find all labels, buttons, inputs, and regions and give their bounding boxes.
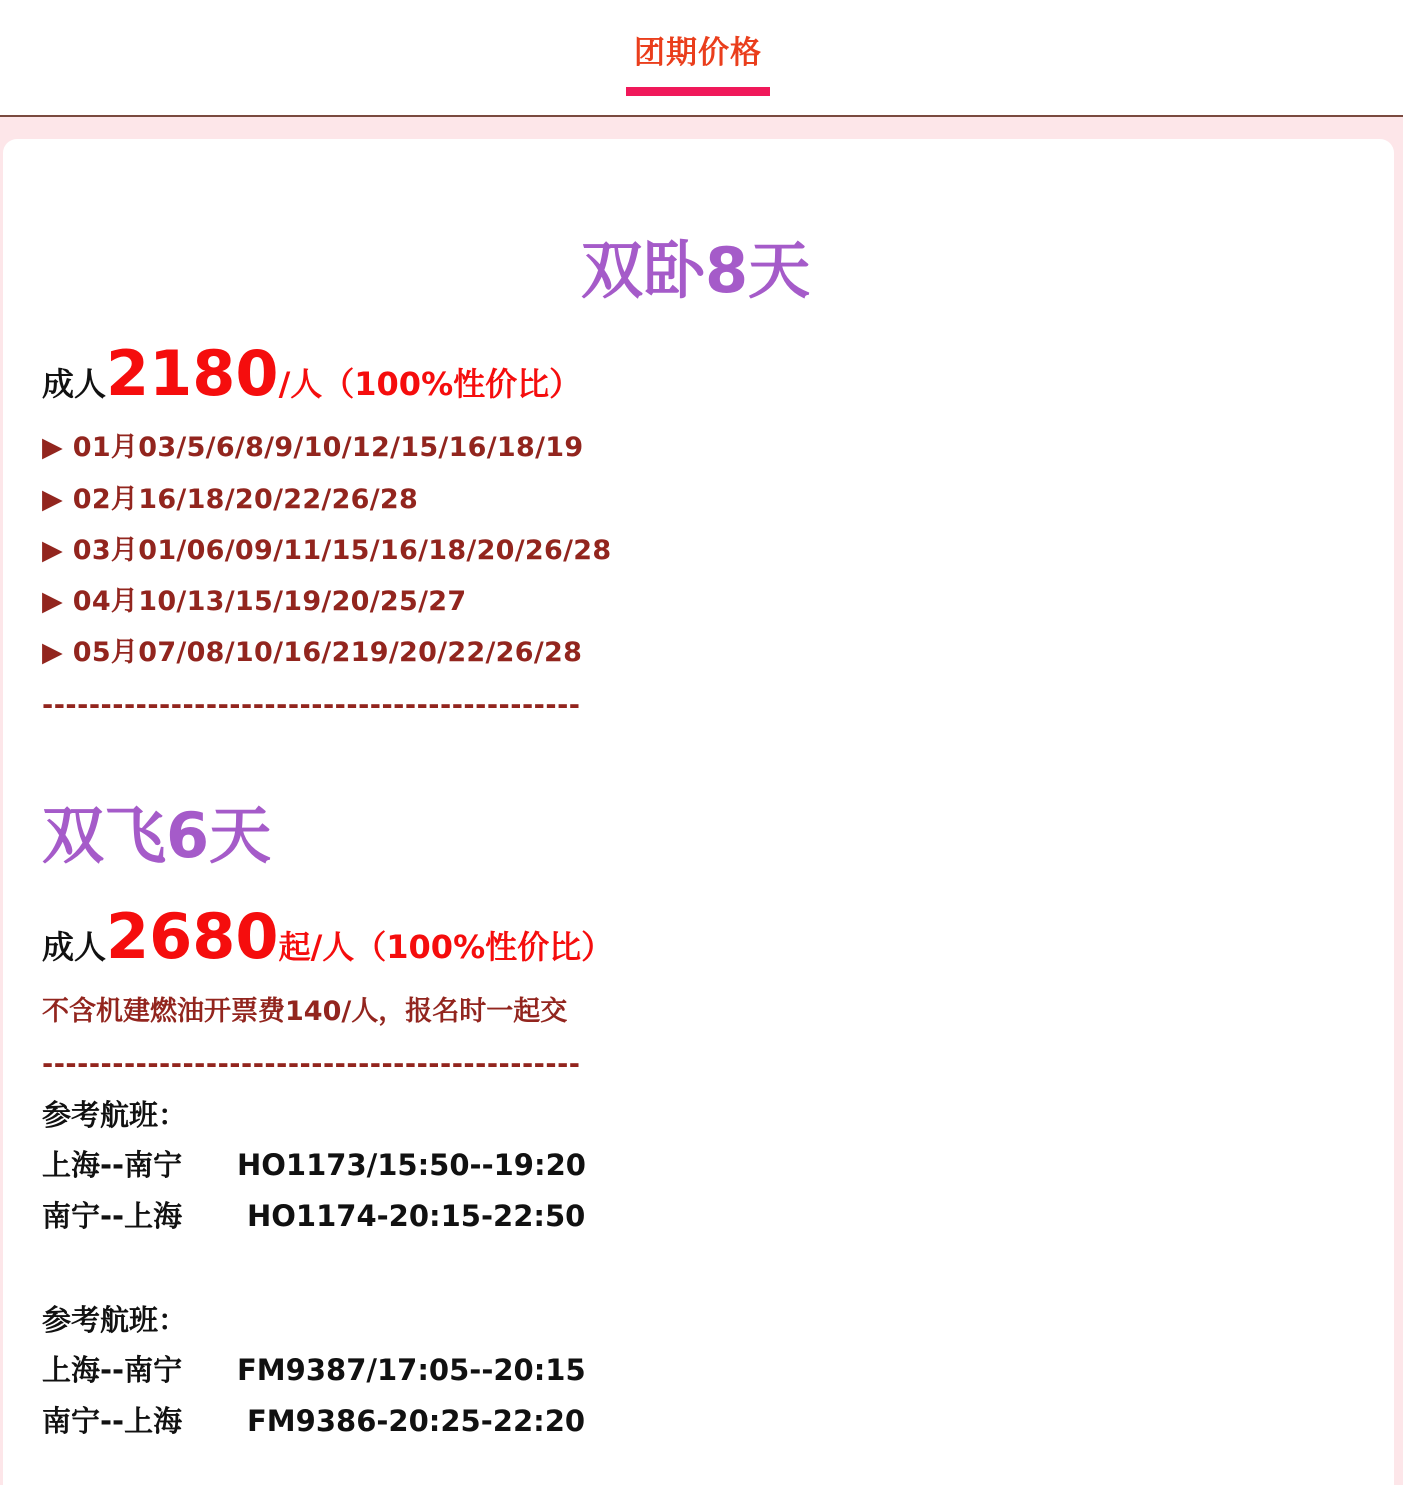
flight-row (42, 1401, 585, 1441)
sleeper-date-line: ▶ 04月10/13/15/19/20/25/27 (42, 586, 467, 617)
flight-row (42, 1196, 585, 1236)
flight-row (42, 1145, 586, 1185)
flight-route: 上海--南宁 (42, 1353, 183, 1387)
sleeper-price (42, 339, 581, 425)
page-header (0, 0, 1403, 117)
flight-price-prefix: 成人 (42, 928, 107, 966)
sleeper-date-line: ▶ 03月01/06/09/11/15/16/18/20/26/28 (42, 535, 612, 566)
flight-price (42, 902, 613, 988)
flight-route: 上海--南宁 (42, 1148, 183, 1182)
flight-route: 南宁--上海 (42, 1199, 183, 1233)
sleeper-price-suffix: /人（100%性价比） (278, 365, 582, 403)
flight-number: FM9386-20:25-22:20 (247, 1404, 586, 1438)
tab-group-price[interactable] (626, 30, 770, 98)
flight-divider: ---------------------------------------------- (42, 1049, 581, 1080)
flight-group-heading: 参考航班： (42, 1098, 188, 1132)
flight-number: HO1174-20:15-22:50 (247, 1199, 586, 1233)
price-card (3, 139, 1394, 1499)
flight-fee-note: 不含机建燃油开票费140/人，报名时一起交 (42, 996, 568, 1027)
sleeper-date-line: ▶ 02月16/18/20/22/26/28 (42, 484, 419, 515)
sleeper-date-line: ▶ 01月03/5/6/8/9/10/12/15/16/18/19 (42, 432, 584, 463)
sleeper-price-prefix: 成人 (42, 365, 107, 403)
flight-title: 双飞6天 (42, 799, 272, 872)
flight-route: 南宁--上海 (42, 1404, 183, 1438)
flight-group-heading: 参考航班： (42, 1303, 188, 1337)
sleeper-divider: ---------------------------------------------- (42, 690, 581, 721)
flight-price-suffix: 起/人（100%性价比） (278, 928, 614, 966)
flight-number: FM9387/17:05--20:15 (237, 1353, 586, 1387)
sleeper-price-value: 2180 (106, 337, 279, 410)
sleeper-date-line: ▶ 05月07/08/10/16/219/20/22/26/28 (42, 637, 583, 668)
flight-number: HO1173/15:50--19:20 (237, 1148, 586, 1182)
sleeper-title: 双卧8天 (581, 234, 811, 307)
flight-row (42, 1350, 586, 1390)
tab-label: 团期价格 (634, 35, 762, 71)
tab-active-indicator (626, 87, 770, 96)
flight-price-value: 2680 (106, 900, 279, 973)
